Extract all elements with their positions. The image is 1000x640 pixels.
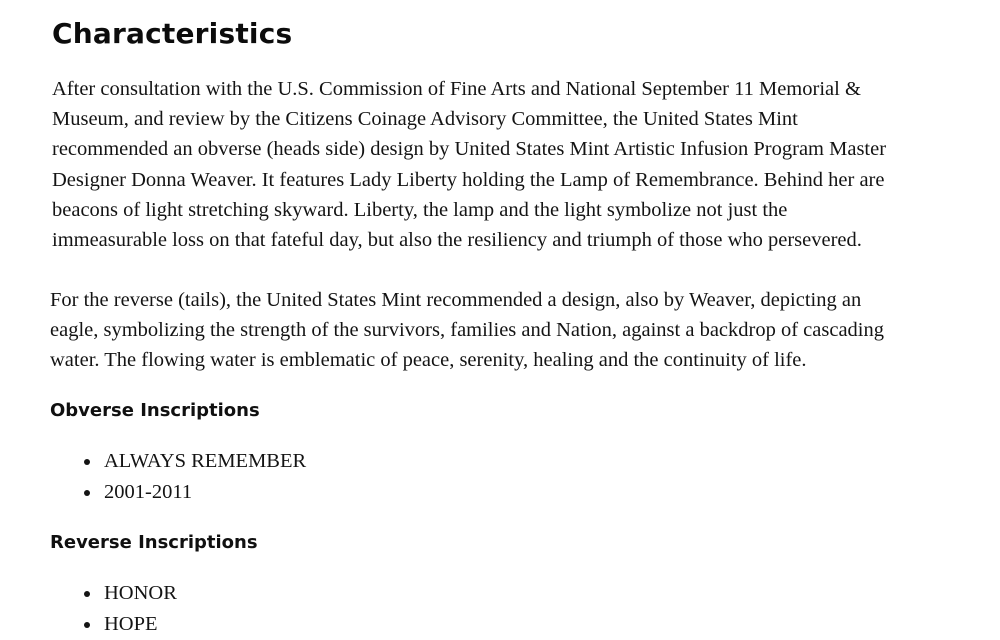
paragraph-line: For the reverse (tails), the United States Mint recommended a design, also by Weaver, depicting an [50, 289, 862, 311]
bullet-icon [84, 490, 90, 496]
paragraph-line: Museum, and review by the Citizens Coinage Advisory Committee, the United States Mint [52, 108, 798, 131]
paragraph-line: eagle, symbolizing the strength of the survivors, families and Nation, against a backdrop of cascading [50, 319, 885, 342]
paragraph-line: Designer Donna Weaver. It features Lady Liberty holding the Lamp of Remembrance. Behind her are [52, 168, 885, 191]
list-item [84, 446, 306, 477]
paragraph-line: recommended an obverse (heads side) design by United States Mint Artistic Infusion Program Master [52, 138, 887, 161]
paragraph-line: beacons of light stretching skyward. Liberty, the lamp and the light symbolize not just the [52, 198, 788, 221]
bullet-icon [84, 591, 90, 597]
obverse-inscriptions-list [84, 446, 306, 508]
inscription-text: 2001-2011 [104, 481, 193, 503]
paragraph-line: immeasurable loss on that fateful day, but also the resiliency and triumph of those who persevered. [52, 229, 862, 252]
reverse-inscriptions-list [84, 578, 177, 640]
reverse-inscriptions-heading: Reverse Inscriptions [50, 532, 258, 553]
bullet-icon [84, 622, 90, 628]
paragraph-line: water. The flowing water is emblematic of peace, serenity, healing and the continuity of life. [50, 349, 807, 372]
bullet-icon [84, 459, 90, 465]
inscription-text: HONOR [104, 582, 177, 604]
paragraph-line: After consultation with the U.S. Commission of Fine Arts and National September 11 Memorial & [52, 78, 861, 100]
inscription-text: HOPE [104, 613, 158, 635]
inscription-text: ALWAYS REMEMBER [104, 450, 307, 472]
list-item [84, 477, 306, 508]
reverse-description-paragraph [50, 285, 884, 376]
list-item [84, 609, 177, 640]
obverse-description-paragraph [52, 74, 886, 255]
section-title: Characteristics [52, 17, 293, 50]
list-item [84, 578, 177, 609]
obverse-inscriptions-heading: Obverse Inscriptions [50, 400, 260, 421]
